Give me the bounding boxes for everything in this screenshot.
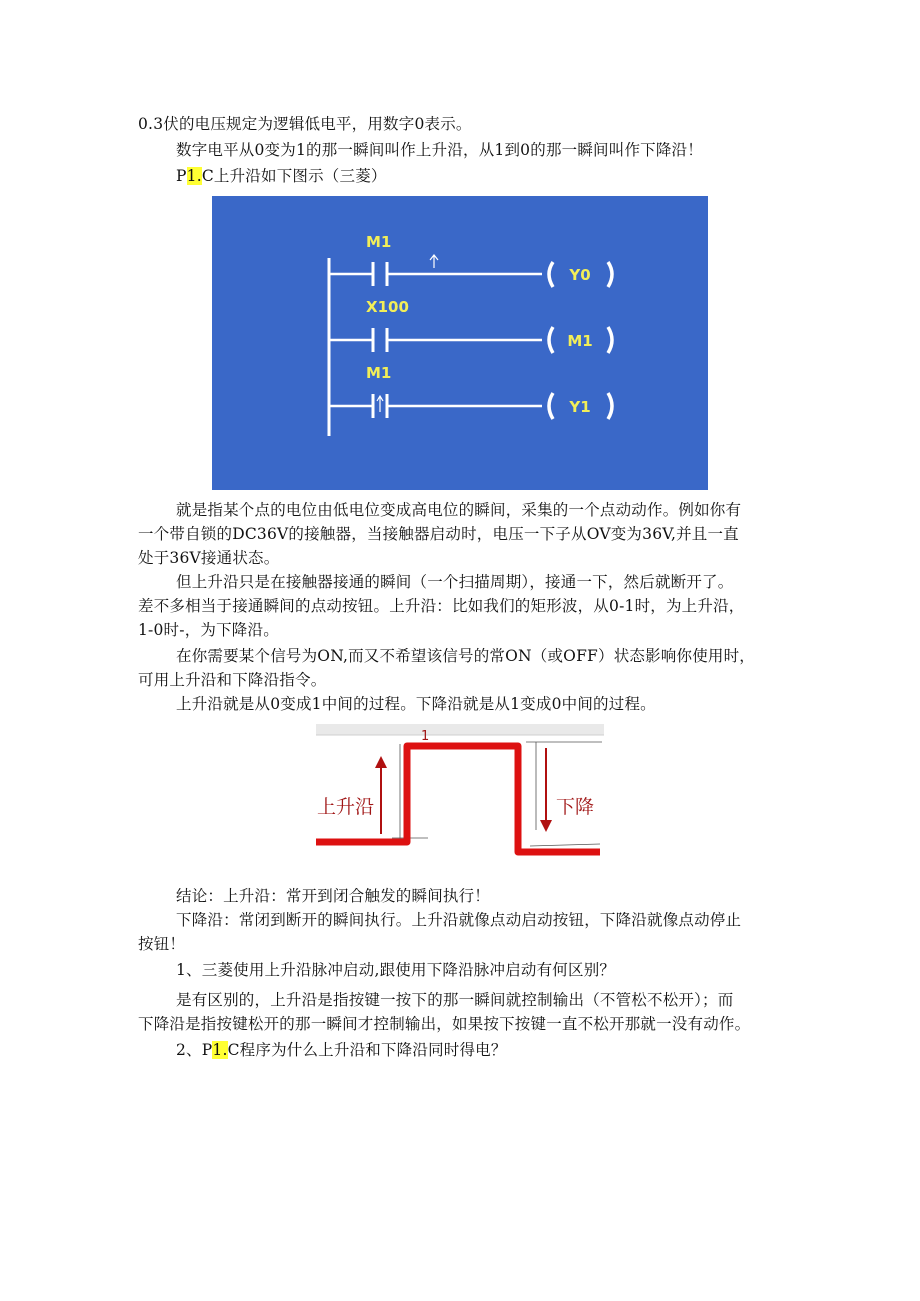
question-2-suffix: C程序为什么上升沿和下降沿同时得电？ [227, 1041, 507, 1059]
rung-1-contact-label: M1 [366, 233, 392, 251]
answer-1-line-1: 是有区别的，上升沿是指按键一按下的那一瞬间就控制输出（不管松不松开）；而 [176, 991, 734, 1009]
paragraph-4-line-1: 上升沿就是从0变成1中间的过程。下降沿就是从1变成0中间的过程。 [176, 695, 656, 713]
rise-edge-label: 上升沿 [317, 796, 375, 818]
intro-line-1: 0.3伏的电压规定为逻辑低电平，用数字0表示。 [138, 115, 472, 133]
paragraph-2-line-2: 差不多相当于接通瞬间的点动按钮。上升沿：比如我们的矩形波，从0-1时，为上升沿， [138, 597, 745, 615]
rung-2-coil-label: M1 [567, 332, 593, 350]
high-level-label: 1 [421, 729, 430, 744]
question-2 [176, 1040, 507, 1060]
paragraph-1-line-3: 处于36V接通状态。 [138, 549, 280, 567]
paragraph-3-line-2: 可用上升沿和下降沿指令。 [138, 671, 327, 689]
ladder-background [212, 196, 708, 490]
answer-1-line-2: 下降沿是指按键松开的那一瞬间才控制输出，如果按下按键一直不松开那就一没有动作。 [138, 1015, 751, 1033]
rung-1-coil-label: Y0 [569, 266, 591, 284]
paragraph-1-line-1: 就是指某个点的电位由低电位变成高电位的瞬间，采集的一个点动动作。例如你有 [176, 501, 742, 519]
paragraph-2-line-1: 但上升沿只是在接触器接通的瞬间（一个扫描周期），接通一下，然后就断开了。 [176, 573, 734, 591]
conclusion-line-2: 下降沿：常闭到断开的瞬间执行。上升沿就像点动启动按钮，下降沿就像点动停止 [176, 911, 742, 929]
conclusion-line-1: 结论：上升沿：常开到闭合触发的瞬间执行！ [176, 887, 491, 905]
pulse-edge-diagram [316, 724, 604, 858]
rung-2-contact-label: X100 [366, 298, 409, 316]
rung-3-contact-label: M1 [366, 364, 392, 382]
paragraph-1-line-2: 一个带自锁的DC36V的接触器，当接触器启动时，电压一下子从OV变为36V,并且一直 [138, 525, 739, 543]
paragraph-2-line-3: 1-0时-，为下降沿。 [138, 621, 279, 639]
pulse-top-strip [316, 724, 604, 735]
intro-line-2: 数字电平从0变为1的那一瞬间叫作上升沿，从1到0的那一瞬间叫作下降沿！ [176, 141, 703, 159]
plc-caption-prefix: P [176, 167, 187, 185]
rung-3-coil-label: Y1 [569, 398, 591, 416]
question-2-prefix: 2、P [176, 1041, 213, 1059]
ladder-diagram [212, 196, 708, 490]
fall-edge-label: 下降 [556, 796, 595, 818]
paragraph-3-line-1: 在你需要某个信号为ON,而又不希望该信号的常ON（或OFF）状态影响你使用时， [176, 647, 755, 665]
question-2-highlight: 1. [212, 1041, 228, 1059]
conclusion-line-3: 按钮！ [138, 935, 186, 953]
plc-caption-suffix: C上升沿如下图示（三菱） [201, 167, 387, 185]
question-1: 1、三菱使用上升沿脉冲启动,跟使用下降沿脉冲启动有何区别？ [176, 961, 616, 979]
plc-caption [176, 166, 387, 186]
plc-caption-highlight: 1. [186, 167, 202, 185]
